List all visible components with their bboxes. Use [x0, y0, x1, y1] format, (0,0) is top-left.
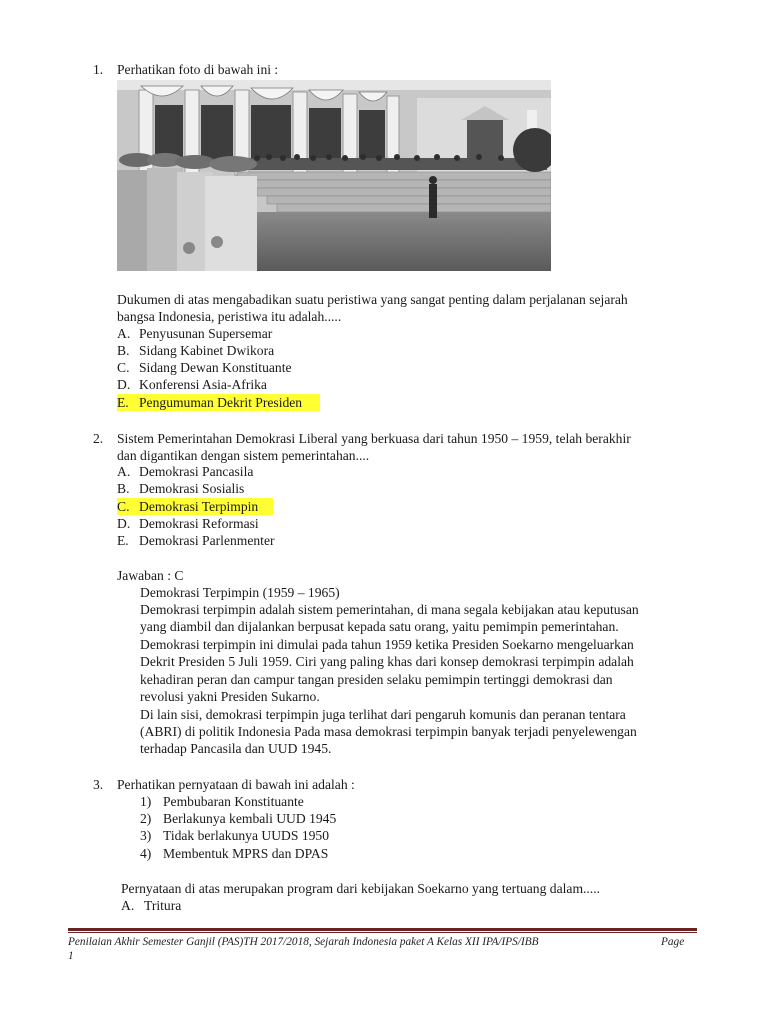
q3-option-a-letter: A.	[121, 898, 135, 913]
q2-explanation-line1: Demokrasi Terpimpin (1959 – 1965)	[140, 585, 340, 600]
q3-number: 3.	[93, 777, 104, 792]
q1-prompt: Perhatikan foto di bawah ini :	[117, 62, 279, 77]
q2-explanation-line8: Di lain sisi, demokrasi terpimpin juga terlihat dari pengaruh komunis dan peranan tentara	[140, 707, 626, 722]
footer-divider	[68, 928, 697, 931]
q1-option-e-highlight	[117, 394, 320, 411]
q3-item2: Berlakunya kembali UUD 1945	[163, 811, 337, 826]
q1-photo	[117, 80, 551, 271]
q2-option-c-letter: C.	[117, 499, 130, 514]
q2-stem-line1: Sistem Pemerintahan Demokrasi Liberal yang berkuasa dari tahun 1950 – 1959, telah berakhir	[117, 431, 631, 446]
q3-stem: Pernyataan di atas merupakan program dari kebijakan Soekarno yang tertuang dalam.....	[121, 881, 601, 896]
q3-item2-number: 2)	[140, 811, 152, 826]
q3-item3: Tidak berlakunya UUDS 1950	[163, 828, 330, 843]
q2-option-e-letter: E.	[117, 533, 129, 548]
q2-explanation-line4: Demokrasi terpimpin ini dimulai pada tahun 1959 ketika Presiden Soekarno mengeluarkan	[140, 637, 634, 652]
q2-stem-line2: dan digantikan dengan sistem pemerintahan....	[117, 448, 370, 463]
q3-item4-number: 4)	[140, 846, 152, 861]
q1-stem-line1: Dukumen di atas mengabadikan suatu peristiwa yang sangat penting dalam perjalanan sejarah	[117, 292, 628, 307]
q1-stem-line2: bangsa Indonesia, peristiwa itu adalah.....	[117, 309, 342, 324]
q3-prompt: Perhatikan pernyataan di bawah ini adalah :	[117, 777, 355, 792]
q3-item3-number: 3)	[140, 828, 152, 843]
q1-option-b: Sidang Kabinet Dwikora	[139, 343, 275, 358]
q1-number: 1.	[93, 62, 104, 77]
q2-answer-label: Jawaban : C	[117, 568, 184, 583]
q1-option-c-letter: C.	[117, 360, 130, 375]
q2-option-c: Demokrasi Terpimpin	[139, 499, 259, 514]
q3-option-a: Tritura	[144, 898, 182, 913]
q1-option-a: Penyusunan Supersemar	[139, 326, 273, 341]
footer-page-number: 1	[68, 950, 74, 962]
q3-item1: Pembubaran Konstituante	[163, 794, 304, 809]
q2-explanation-line9: (ABRI) di politik Indonesia Pada masa demokrasi terpimpin banyak terjadi penyelewengan	[140, 724, 637, 739]
q2-option-c-highlight	[117, 498, 273, 515]
q2-option-d: Demokrasi Reformasi	[139, 516, 259, 531]
footer-text: Penilaian Akhir Semester Ganjil (PAS)TH 2017/2018, Sejarah Indonesia paket A Kelas XII IPA/IPS/IBB	[68, 936, 539, 948]
q1-option-a-letter: A.	[117, 326, 131, 341]
q1-option-d-letter: D.	[117, 377, 131, 392]
q1-option-e-letter: E.	[117, 395, 129, 410]
q2-explanation-line2: Demokrasi terpimpin adalah sistem pemerintahan, di mana segala kebijakan atau keputusan	[140, 602, 639, 617]
q2-option-e: Demokrasi Parlenmenter	[139, 533, 275, 548]
q2-option-a: Demokrasi Pancasila	[139, 464, 254, 479]
q1-option-b-letter: B.	[117, 343, 130, 358]
q1-option-e: Pengumuman Dekrit Presiden	[139, 395, 303, 410]
q2-explanation-line3: yang diambil dan dijalankan berpusat kepada satu orang, yaitu pemimpin pemerintahan.	[140, 619, 619, 634]
q3-item4: Membentuk MPRS dan DPAS	[163, 846, 329, 861]
q2-explanation-line5: Dekrit Presiden 5 Juli 1959. Ciri yang paling khas dari konsep demokrasi terpimpin adalah	[140, 654, 634, 669]
q2-explanation-line7: revolusi yakni Presiden Sukarno.	[140, 689, 320, 704]
q1-option-c: Sidang Dewan Konstituante	[139, 360, 292, 375]
q2-option-b-letter: B.	[117, 481, 130, 496]
q2-explanation-line10: terhadap Pancasila dan UUD 1945.	[140, 741, 332, 756]
footer-divider-thin	[68, 932, 697, 933]
q2-explanation-line6: kehadiran peran dan campur tangan presiden selaku pemimpin tertinggi demokrasi dan	[140, 672, 613, 687]
footer-page-label: Page	[661, 936, 685, 948]
q2-option-b: Demokrasi Sosialis	[139, 481, 245, 496]
q2-option-d-letter: D.	[117, 516, 131, 531]
q2-number: 2.	[93, 431, 104, 446]
q1-option-d: Konferensi Asia-Afrika	[139, 377, 267, 392]
q3-item1-number: 1)	[140, 794, 152, 809]
q2-option-a-letter: A.	[117, 464, 131, 479]
